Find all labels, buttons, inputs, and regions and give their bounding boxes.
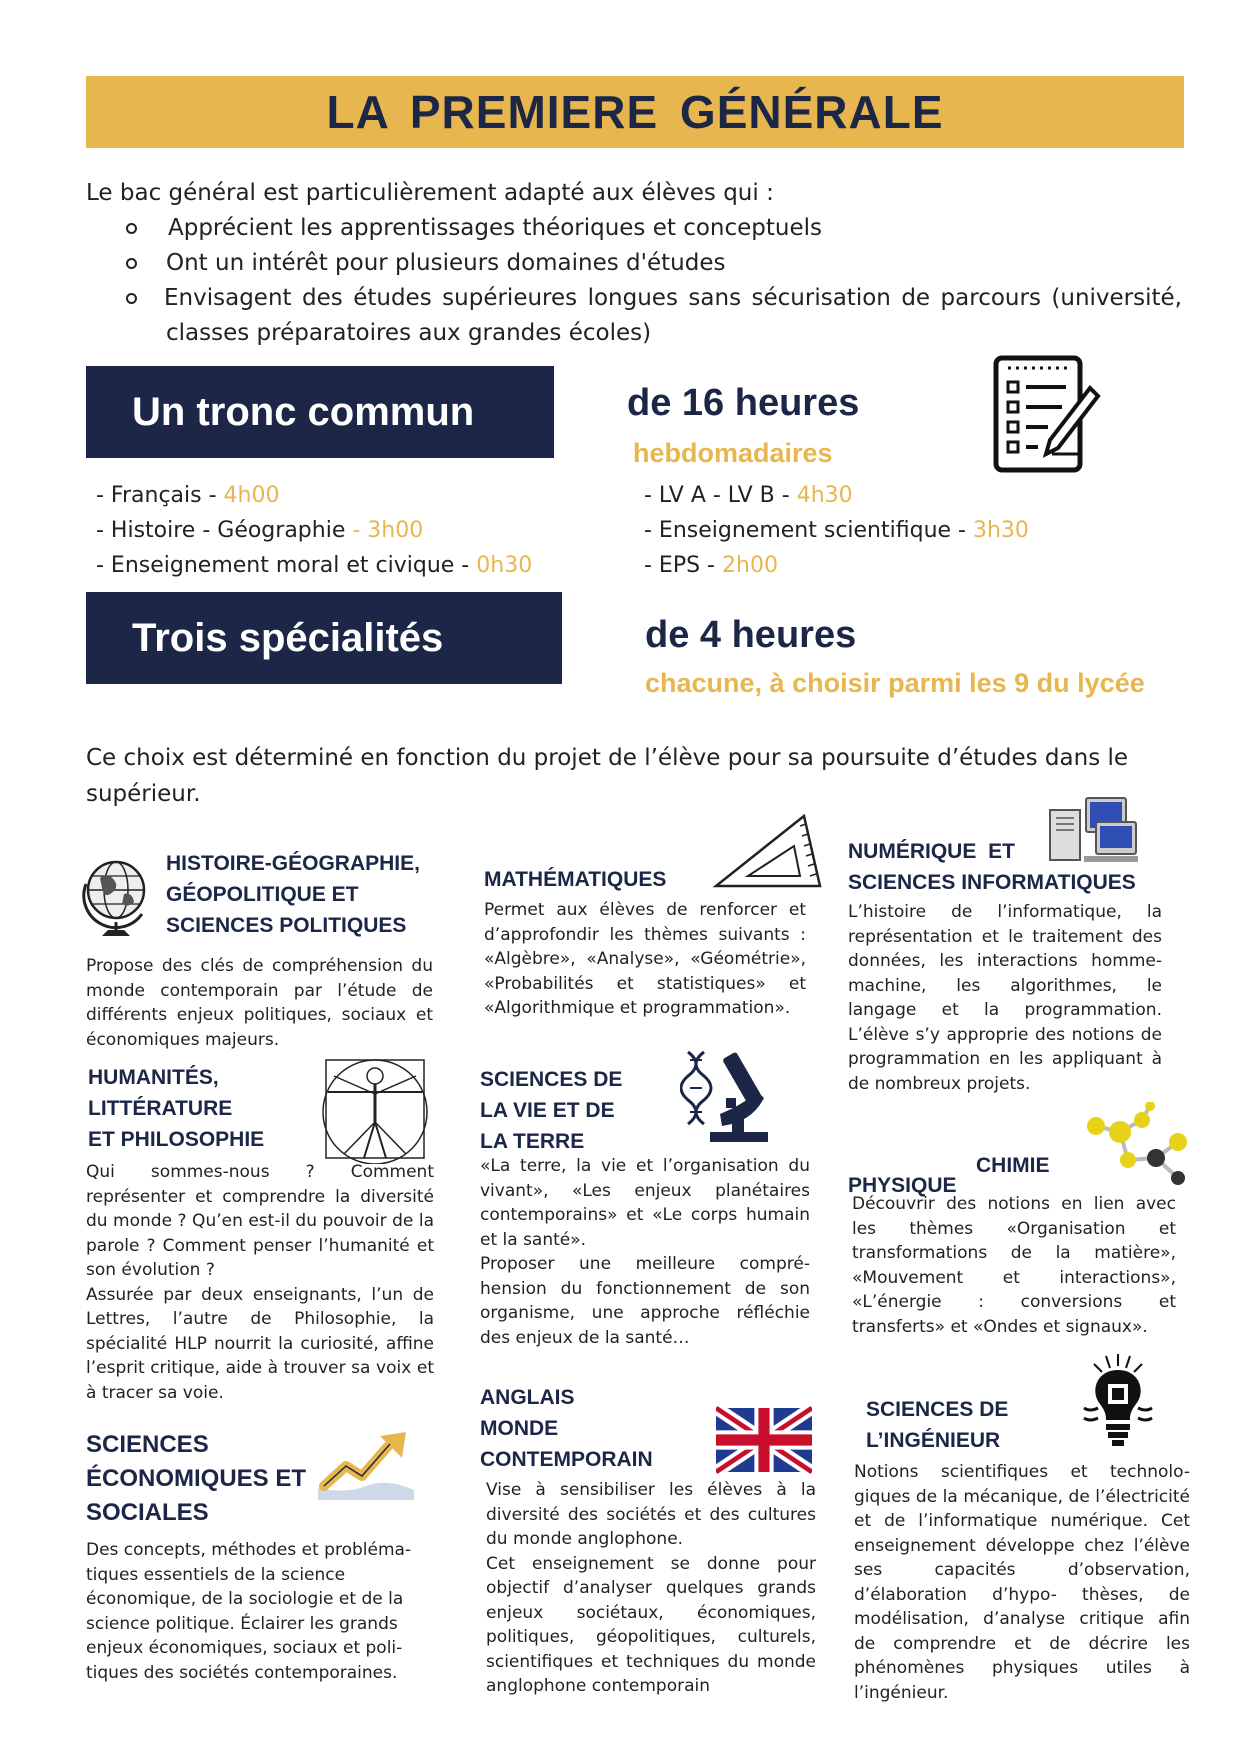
- specialites-box: [86, 592, 562, 684]
- growth-chart-icon: [316, 1430, 416, 1502]
- bullet-circle-icon: [126, 258, 137, 269]
- list-item: - Enseignement scientifique - 3h30: [644, 518, 1029, 543]
- microscope-dna-icon: [680, 1048, 772, 1146]
- pc-body: Découvrir des notions en lien avec les thèmes «Organisation et transformations de la matière», «Mouvement et interactions», «L’énergie : conversions et transferts» et «Ondes et signaux».: [852, 1194, 1176, 1337]
- list-item: - Enseignement moral et civique - 0h30: [96, 553, 533, 578]
- intro: [86, 176, 1182, 351]
- lightbulb-chip-icon: [1080, 1352, 1156, 1448]
- choix-text: Ce choix est déterminé en fonction du projet de l’élève pour sa poursuite d’études dans le supérieur.: [86, 745, 1129, 807]
- si-body: Notions scientifiques et technolo- giques de la mécanique, de l’électricité et de l’informatique numérique. Cet enseignement développe chez l’élève ses capacités d’observation, d’élaboration d’hypo- thèses, de modélisation, d’analyse critique afin de comprendre et de décrire les phénomènes physiques utiles à l’ingénieur.: [854, 1462, 1190, 1703]
- tronc-commun-label: Un tronc commun: [132, 389, 475, 434]
- page-title: LA PREMIERE GÉNÉRALE: [326, 86, 944, 138]
- title-banner: [86, 76, 1184, 148]
- intro-bullet-2: Ont un intérêt pour plusieurs domaines d'études: [86, 246, 1182, 281]
- specialites-hours: de 4 heures: [645, 614, 857, 656]
- list-item: - Histoire - Géographie - 3h00: [96, 518, 424, 543]
- uk-flag-icon: [716, 1406, 812, 1474]
- list-item: - EPS - 2h00: [644, 553, 778, 578]
- hlp-body: Qui sommes-nous ? Comment représenter et comprendre la diversité du monde ? Qu’en est-il du pouvoir de la parole ? Comment penser l’humanité et son évolution ? Assurée par deux enseignants, l’un de Lettres, l’autre de Philosophie, la spécialité HLP nourrit la curiosité, affine l’esprit critique, aide à trouver sa voix et à tracer sa voie.: [86, 1162, 434, 1403]
- globe-icon: [80, 854, 152, 940]
- set-square-icon: [712, 812, 824, 890]
- tronc-right-list: [644, 478, 1029, 583]
- nsi-title: NUMÉRIQUE ET SCIENCES INFORMATIQUES: [848, 840, 1136, 894]
- intro-bullet-3: Envisagent des études supérieures longues sans sécurisation de parcours (université, classes préparatoires aux grandes écoles): [86, 281, 1182, 351]
- list-item: - LV A - LV B - 4h30: [644, 483, 853, 508]
- hlp-title: HUMANITÉS, LITTÉRATURE ET PHILOSOPHIE: [88, 1066, 265, 1151]
- bullet-circle-icon: [126, 223, 137, 234]
- svt-title: SCIENCES DE LA VIE ET DE LA TERRE: [480, 1068, 623, 1153]
- tronc-sub: hebdomadaires: [633, 438, 833, 468]
- ses-body: Des concepts, méthodes et probléma- tiques essentiels de la science économique, de la sociologie et de la science politique. Éclairer les grands enjeux économiques, sociaux et poli- tiques des sociétés contemporaines.: [86, 1540, 412, 1683]
- hggsp-title: HISTOIRE-GÉOGRAPHIE, GÉOPOLITIQUE ET SCIENCES POLITIQUES: [166, 852, 420, 937]
- tronc-commun-box: [86, 366, 554, 458]
- intro-bullet-1: Apprécient les apprentissages théoriques et conceptuels: [86, 211, 1182, 246]
- molecule-icon: [1080, 1102, 1198, 1192]
- svt-body: «La terre, la vie et l’organisation du vivant», «Les enjeux planétaires contemporains» et «Le corps humain et la santé». Proposer une meilleure compré- hension du fonctionnement de son organisme, une approche réfléchie des enjeux de la santé…: [480, 1156, 810, 1348]
- specialites-label: Trois spécialités: [132, 615, 444, 660]
- pc-title-physique: PHYSIQUE: [848, 1174, 957, 1197]
- list-item: - Français - 4h00: [96, 483, 280, 508]
- tronc-left-list: [96, 478, 532, 583]
- ses-title: SCIENCES ÉCONOMIQUES ET SOCIALES: [86, 1431, 307, 1526]
- nsi-body: L’histoire de l’informatique, la représentation et le traitement des données, les interactions homme-machine, les algorithmes, le langage et la programmation. L’élève s’y approprie des notions de programmation en les appliquant à de nombreux projets.: [848, 902, 1162, 1094]
- vitruvian-man-icon: [314, 1054, 436, 1164]
- intro-lead: Le bac général est particulièrement adapté aux élèves qui :: [86, 180, 774, 206]
- si-title: SCIENCES DE L’INGÉNIEUR: [866, 1398, 1009, 1452]
- maths-title: MATHÉMATIQUES: [484, 868, 667, 891]
- pc-title-chimie: CHIMIE: [976, 1154, 1050, 1177]
- checklist-icon: [992, 354, 1102, 476]
- tronc-hours: de 16 heures: [627, 382, 860, 424]
- hggsp-body: Propose des clés de compréhension du monde contemporain par l’étude de différents enjeux politiques, sociaux et économiques majeurs.: [86, 956, 433, 1050]
- amc-body: Vise à sensibiliser les élèves à la diversité des sociétés et des cultures du monde anglophone. Cet enseignement se donne pour objectif d’analyser quelques grands enjeux sociétaux, économiques, politiques, géopolitiques, culturels, scientifiques et techniques du monde anglophone contemporain: [486, 1480, 816, 1696]
- specialites-sub: chacune, à choisir parmi les 9 du lycée: [645, 668, 1145, 698]
- amc-title: ANGLAIS MONDE CONTEMPORAIN: [480, 1386, 653, 1471]
- bullet-circle-icon: [126, 293, 137, 304]
- maths-body: Permet aux élèves de renforcer et d’approfondir les thèmes suivants : «Algèbre», «Analyse», «Géométrie», «Probabilités et statistiques» et «Algorithmique et programmation».: [484, 900, 806, 1018]
